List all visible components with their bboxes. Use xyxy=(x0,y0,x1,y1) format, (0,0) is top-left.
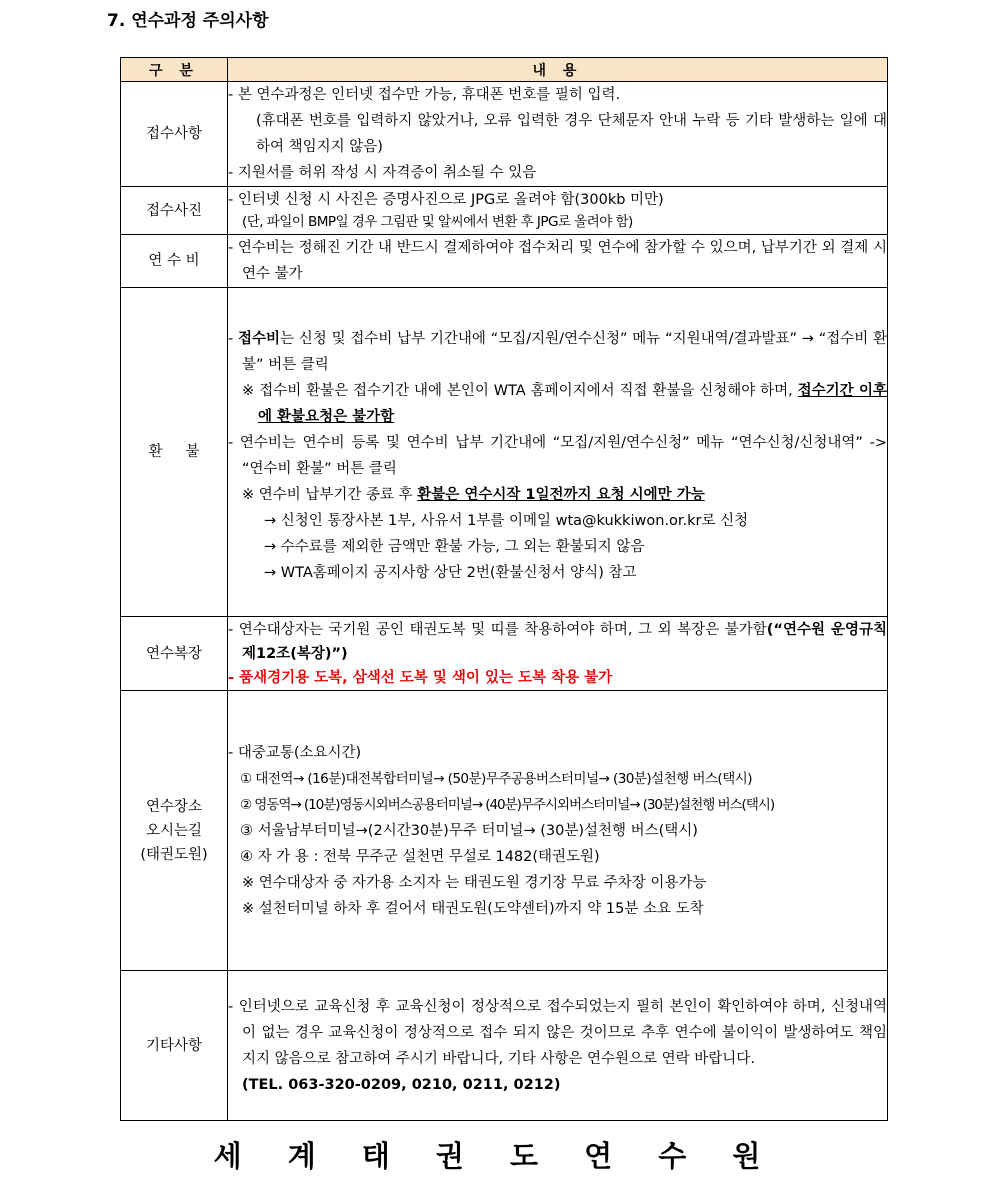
content-photo xyxy=(228,187,888,235)
uniform-line-2: - 품새경기용 도복, 삼색선 도복 및 색이 있는 도복 착용 불가 xyxy=(228,669,613,686)
reception-line-1: - 본 연수과정은 인터넷 접수만 가능, 휴대폰 번호를 필히 입력. xyxy=(228,87,621,103)
refund-arrow-2: → 수수료를 제외한 금액만 환불 가능, 그 외는 환불되지 않음 xyxy=(264,539,645,555)
reception-line-3: - 지원서를 허위 작성 시 자격증이 취소될 수 있음 xyxy=(228,165,537,181)
refund-line-1 xyxy=(228,326,887,378)
photo-line-2: (단, 파일이 BMP일 경우 그림판 및 알씨에서 변환 후 JPG로 올려야 함) xyxy=(242,213,633,230)
content-reception xyxy=(228,82,888,187)
reception-line-2: (휴대폰 번호를 입력하지 않았거나, 오류 입력한 경우 단체문자 안내 누락 등 기타 발생하는 일에 대하여 책임지지 않음) xyxy=(256,113,887,155)
refund-line-2-text: ※ 접수비 환불은 접수기간 내에 본인이 WTA 홈페이지에서 직접 환불을 신청해야 하며, xyxy=(242,383,798,399)
category-refund: 환 불 xyxy=(121,288,228,617)
table-row-reception xyxy=(121,82,888,187)
table-row-other xyxy=(121,971,888,1121)
refund-line-1-prefix: - xyxy=(228,331,238,347)
uniform-line-1 xyxy=(228,618,887,666)
table-row-directions xyxy=(121,691,888,971)
refund-arrow-3: → WTA홈페이지 공지사항 상단 2번(환불신청서 양식) 참고 xyxy=(264,565,637,581)
category-directions xyxy=(121,691,228,971)
category-reception: 접수사항 xyxy=(121,82,228,187)
content-refund xyxy=(228,288,888,617)
table-row-refund xyxy=(121,288,888,617)
content-fee xyxy=(228,235,888,288)
directions-category-line-3: (태권도원) xyxy=(140,846,208,863)
fee-line-1: - 연수비는 정해진 기간 내 반드시 결제하여야 접수처리 및 연수에 참가할 수 있으며, 납부기간 외 결제 시 연수 불가 xyxy=(228,240,887,282)
category-fee: 연 수 비 xyxy=(121,235,228,288)
refund-line-4 xyxy=(228,482,887,508)
footer-org-name: 세 계 태 권 도 연 수 원 xyxy=(213,1139,779,1173)
other-tel: (TEL. 063-320-0209, 0210, 0211, 0212) xyxy=(242,1076,561,1093)
directions-note-2: ※ 설천터미널 하차 후 걸어서 태권도원(도약센터)까지 약 15분 소요 도착 xyxy=(242,900,704,917)
refund-line-1-rest: 는 신청 및 접수비 납부 기간내에 “모집/지원/연수신청” 메뉴 “지원내역/결과발표” → “접수비 환불” 버튼 클릭 xyxy=(242,331,888,373)
refund-line-2-bold: 접수기간 이후에 환불요청은 불가함 xyxy=(258,383,888,425)
content-directions xyxy=(228,691,888,971)
refund-arrow-1: → 신청인 통장사본 1부, 사유서 1부를 이메일 wta@kukkiwon.or.kr로 신청 xyxy=(264,513,749,529)
category-uniform: 연수복장 xyxy=(121,617,228,691)
directions-category-line-2: 오시는길 xyxy=(145,822,203,839)
photo-line-1: - 인터넷 신청 시 사진은 증명사진으로 JPG로 올려야 함(300kb 미만) xyxy=(228,191,664,208)
table-header-row xyxy=(121,58,888,82)
table-row-uniform xyxy=(121,617,888,691)
content-other xyxy=(228,971,888,1121)
category-other: 기타사항 xyxy=(121,971,228,1121)
table-row-photo xyxy=(121,187,888,235)
refund-line-2 xyxy=(228,378,887,430)
directions-route-4: ④ 자 가 용 : 전북 무주군 설천면 무설로 1482(태권도원) xyxy=(240,848,600,865)
directions-route-1: ① 대전역→ (16분)대전복합터미널→ (50분)무주공용버스터미널→ (30분)설천행 버스(택시) xyxy=(240,770,752,787)
refund-line-4-bold: 환불은 연수시작 1일전까지 요청 시에만 가능 xyxy=(417,487,705,503)
directions-note-1: ※ 연수대상자 중 자가용 소지자 는 태권도원 경기장 무료 주차장 이용가능 xyxy=(242,874,707,891)
refund-line-1-bold: 접수비 xyxy=(238,331,281,347)
other-line-1: - 인터넷으로 교육신청 후 교육신청이 정상적으로 접수되었는지 필히 본인이 확인하여야 하며, 신청내역이 없는 경우 교육신청이 정상적으로 접수 되지 않은 것이므로 추후 연수에 불이익이 발생하여도 책임지지 않음으로 참고하여 주시기 바랍니다, 기타 사항은 연수원으로 연락 바랍니다. xyxy=(228,998,887,1067)
table-row-fee xyxy=(121,235,888,288)
uniform-line-1-text: - 연수대상자는 국기원 공인 태권도복 및 띠를 착용하여야 하며, 그 외 복장은 불가함 xyxy=(228,621,767,638)
refund-line-4-text: ※ 연수비 납부기간 종료 후 xyxy=(242,487,418,503)
notice-table xyxy=(120,57,888,1121)
category-photo: 접수사진 xyxy=(121,187,228,235)
directions-route-2: ② 영동역→ (10분)영동시외버스공용터미널→ (40분)무주시외버스터미널→ (30분)설천행 버스(택시) xyxy=(240,796,775,813)
refund-line-3: - 연수비는 연수비 등록 및 연수비 납부 기간내에 “모집/지원/연수신청” 메뉴 “연수신청/신청내역” -> “연수비 환불” 버튼 클릭 xyxy=(228,435,887,477)
directions-line-0: - 대중교통(소요시간) xyxy=(228,744,362,761)
directions-category-line-1: 연수장소 xyxy=(145,798,203,815)
header-category: 구 분 xyxy=(121,58,228,82)
header-content: 내 용 xyxy=(228,58,888,82)
directions-route-3: ③ 서울남부터미널→(2시간30분)무주 터미널→ (30분)설천행 버스(택시) xyxy=(240,822,698,839)
content-uniform xyxy=(228,617,888,691)
section-title: 7. 연수과정 주의사항 xyxy=(107,11,269,31)
uniform-line-1-bold: (“연수원 운영규칙 제12조(복장)”) xyxy=(242,621,887,662)
